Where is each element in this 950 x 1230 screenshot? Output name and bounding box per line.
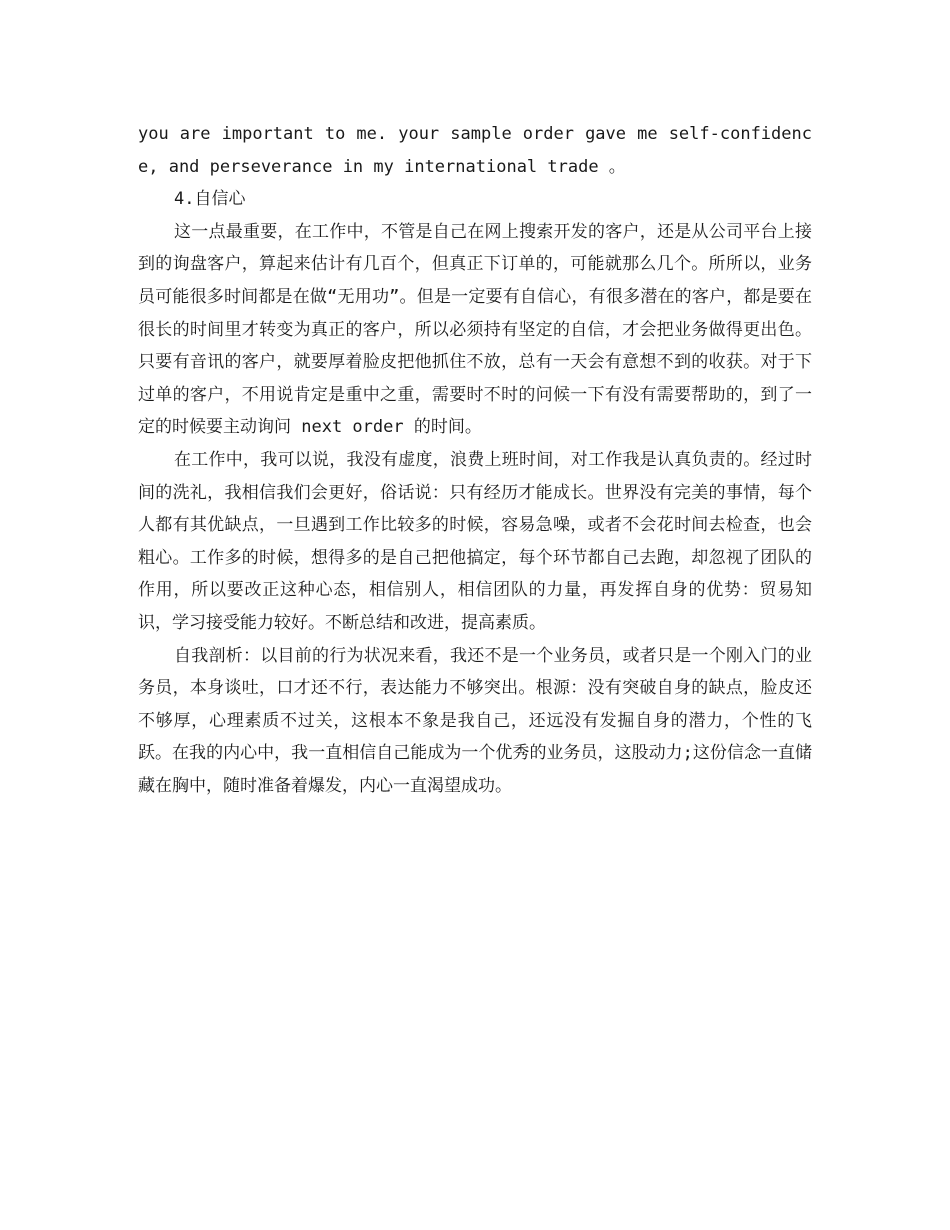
paragraph-english-quote: you are important to me. your sample order gave me self-confidence, and perseverance in my international trade 。 <box>138 124 812 177</box>
document-body <box>138 118 812 802</box>
paragraph-self-confidence: 这一点最重要，在工作中，不管是自己在网上搜索开发的客户，还是从公司平台上接到的询盘客户，算起来估计有几百个，但真正下订单的，可能就那么几个。所所以，业务员可能很多时间都是在做“无用功”。但是一定要有自信心，有很多潜在的客户，都是要在很长的时间里才转变为真正的客户，所以必须持有坚定的自信，才会把业务做得更出色。只要有音讯的客户，就要厚着脸皮把他抓住不放，总有一天会有意想不到的收获。对于下过单的客户，不用说肯定是重中之重，需要时不时的问候一下有没有需要帮助的，到了一定的时候要主动询问 next order 的时间。 <box>138 221 812 438</box>
paragraph-work-attitude: 在工作中，我可以说，我没有虚度，浪费上班时间，对工作我是认真负责的。经过时间的洗礼，我相信我们会更好，俗话说：只有经历才能成长。世界没有完美的事情，每个人都有其优缺点，一旦遇到工作比较多的时候，容易急噪，或者不会花时间去检查，也会粗心。工作多的时候，想得多的是自己把他搞定，每个环节都自己去跑，却忽视了团队的作用，所以要改正这种心态，相信别人，相信团队的力量，再发挥自身的优势：贸易知识，学习接受能力较好。不断总结和改进，提高素质。 <box>138 449 812 633</box>
paragraph-self-analysis: 自我剖析：以目前的行为状况来看，我还不是一个业务员，或者只是一个刚入门的业务员，本身谈吐，口才还不行，表达能力不够突出。根源：没有突破自身的缺点，脸皮还不够厚，心理素质不过关，这根本不象是我自己，还远没有发掘自身的潜力，个性的飞跃。在我的内心中，我一直相信自己能成为一个优秀的业务员，这股动力;这份信念一直储藏在胸中，随时准备着爆发，内心一直渴望成功。 <box>138 645 812 796</box>
section-heading-self-confidence: 4.自信心 <box>174 189 246 210</box>
